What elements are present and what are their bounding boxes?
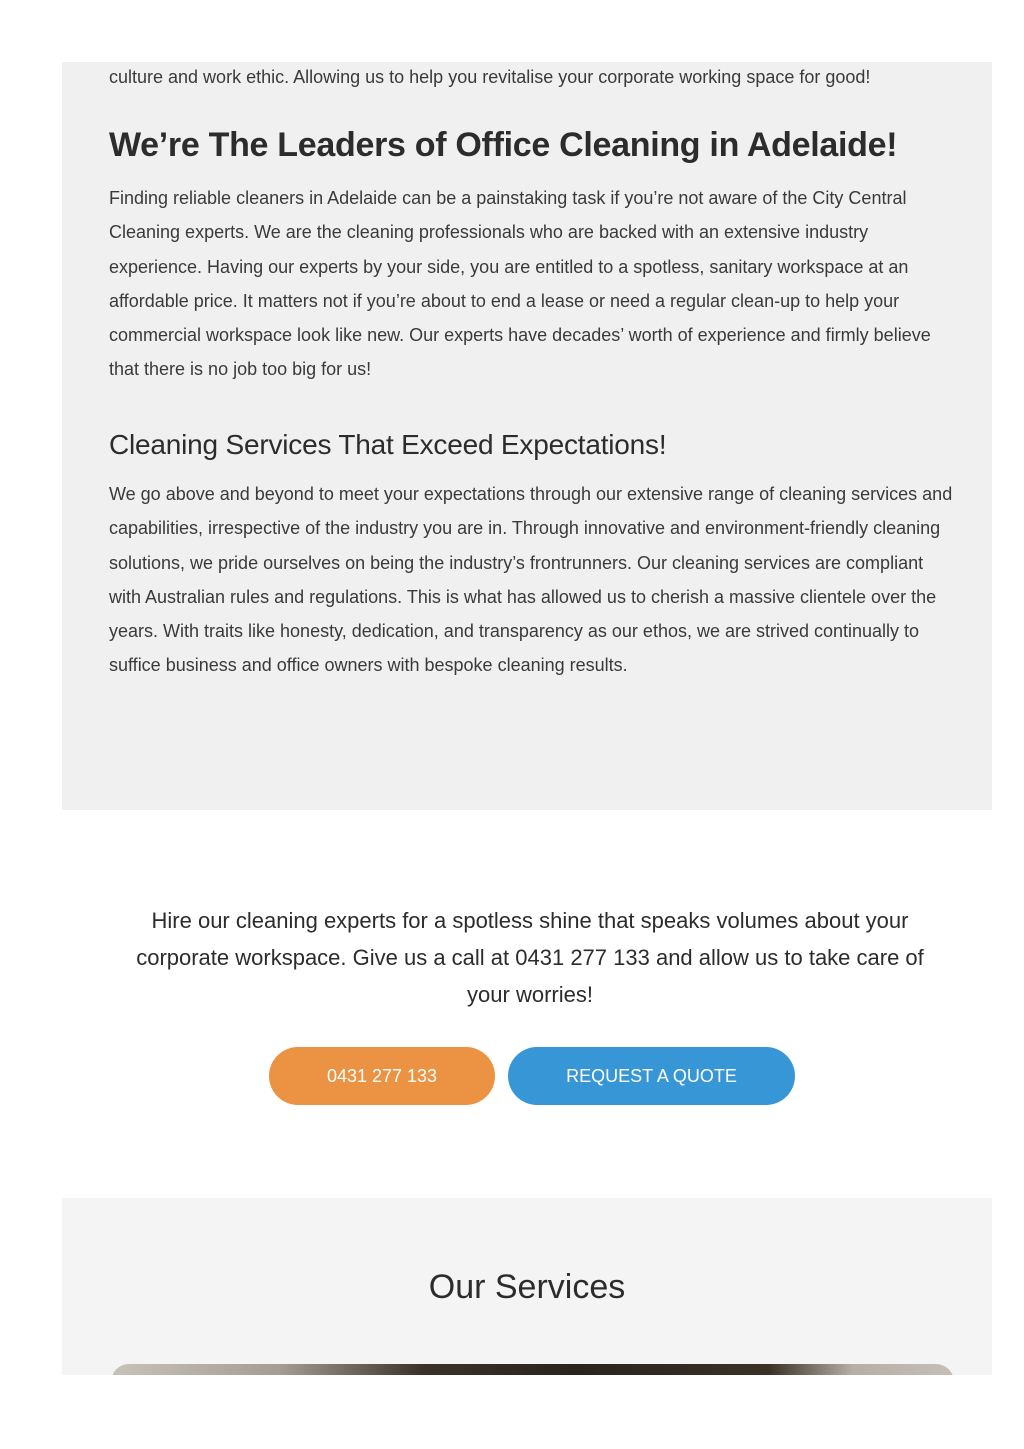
services-section [62, 1198, 992, 1375]
about-content-panel [62, 62, 992, 810]
leaders-paragraph: Finding reliable cleaners in Adelaide can be a painstaking task if you’re not aware of the City Central Cleaning experts. We are the cleaning professionals who are backed with an extensive industry experience. Having our experts by your side, you are entitled to a spotless, sanitary workspace at an affordable price. It matters not if you’re about to end a lease or need a regular clean-up to help your commercial workspace look like new. Our experts have decades’ worth of experience and firmly believe that there is no job too big for us! [109, 188, 931, 380]
services-heading: Our Services [428, 1268, 626, 1306]
service-card-image[interactable] [111, 1364, 954, 1375]
cta-text: Hire our cleaning experts for a spotless shine that speaks volumes about your corporate workspace. Give us a call at 0431 277 133 and allow us to take care of your worries! [136, 908, 924, 1007]
expectations-heading: Cleaning Services That Exceed Expectations! [109, 429, 667, 460]
intro-text: culture and work ethic. Allowing us to help you revitalise your corporate working space for good! [109, 67, 871, 87]
request-quote-button[interactable]: REQUEST A QUOTE [508, 1047, 795, 1105]
expectations-paragraph: We go above and beyond to meet your expectations through our extensive range of cleaning services and capabilities, irrespective of the industry you are in. Through innovative and environment-friendly cleaning solutions, we pride ourselves on being the industry’s frontrunners. Our cleaning services are compliant with Australian rules and regulations. This is what has allowed us to cherish a massive clientele over the years. With traits like honesty, dedication, and transparency as our ethos, we are strived continually to suffice business and office owners with bespoke cleaning results. [109, 484, 953, 676]
call-phone-button[interactable]: 0431 277 133 [269, 1047, 495, 1105]
leaders-heading: We’re The Leaders of Office Cleaning in Adelaide! [109, 126, 898, 164]
